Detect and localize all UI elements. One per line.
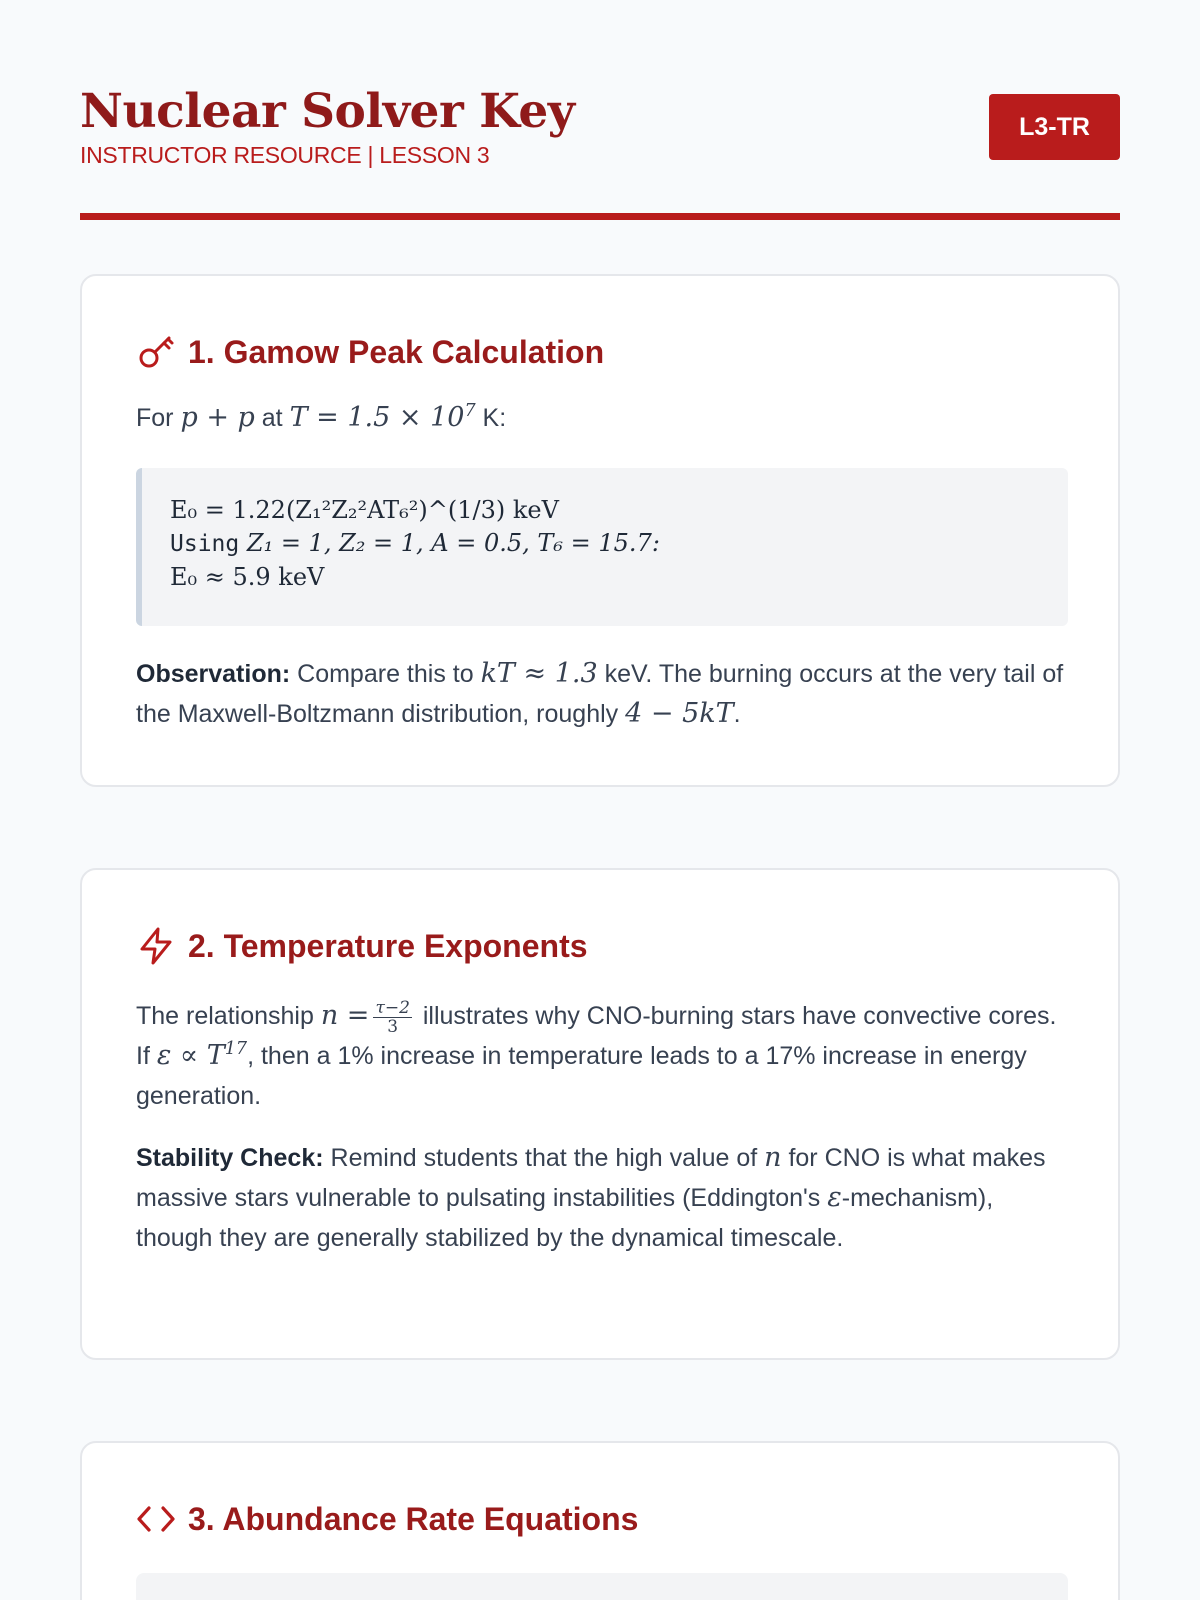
document-header <box>80 84 1120 220</box>
lightning-icon <box>136 926 176 966</box>
stability-label: Stability Check: <box>136 1144 324 1172</box>
code-icon <box>136 1499 176 1539</box>
lead-math-temperature-base: T = 1.5 × 10 <box>289 402 465 433</box>
relationship-math-n: n = <box>320 1000 370 1031</box>
observation-text-2: keV. The burning occurs at the very tail of the Maxwell-Boltzmann distribution, roughly <box>136 660 1064 728</box>
fraction-denominator: 3 <box>387 1016 399 1037</box>
relationship-text-1: The relationship <box>136 1002 321 1030</box>
gamow-observation <box>136 654 1064 734</box>
epsilon-exponent: 17 <box>224 1039 248 1059</box>
relationship-fraction <box>373 999 411 1036</box>
document-subtitle: INSTRUCTOR RESOURCE | LESSON 3 <box>80 142 490 168</box>
stability-check <box>136 1138 1064 1258</box>
lesson-code-badge: L3-TR <box>989 94 1120 160</box>
abundance-equations-block <box>136 1573 1068 1600</box>
observation-math-1: kT ≈ 1.3 <box>480 658 598 689</box>
epsilon-proportional: ε ∝ T <box>156 1040 225 1071</box>
observation-math-2: 4 − 5kT <box>625 698 734 729</box>
fraction-numerator: τ−2 <box>375 997 410 1018</box>
section-gamow-peak <box>80 274 1120 787</box>
stability-math-epsilon: ε <box>827 1182 842 1213</box>
key-icon <box>136 332 176 372</box>
observation-label: Observation: <box>136 660 291 688</box>
gamow-lead-text <box>136 398 1064 438</box>
observation-text-1: Compare this to <box>290 660 481 688</box>
stability-math-n: n <box>764 1142 782 1173</box>
stability-text-3: -mechanism), though they are generally stabilized by the dynamical timescale. <box>136 1184 994 1252</box>
formula-line-3: E₀ ≈ 5.9 keV <box>170 563 325 591</box>
relationship-math-epsilon <box>157 1040 247 1071</box>
section-abundance-rate <box>80 1441 1120 1600</box>
section-heading <box>136 332 1064 372</box>
formula-line-2 <box>170 527 1040 561</box>
formula-line-2-label: Using <box>170 531 240 557</box>
relationship-text-2: illustrates why CNO-burning stars have convective cores. If <box>136 1002 1057 1070</box>
lead-math-temperature-exp: 7 <box>464 401 476 421</box>
observation-text-3: . <box>733 700 741 728</box>
section-heading <box>136 926 1064 966</box>
lead-prefix: For <box>136 404 181 432</box>
header-divider <box>80 213 1120 220</box>
section-heading-text: 3. Abundance Rate Equations <box>188 1500 639 1537</box>
section-temperature-exponents <box>80 868 1120 1360</box>
formula-line-1: E₀ = 1.22(Z₁²Z₂²AT₆²)^(1/3) keV <box>170 496 559 524</box>
stability-text-2: for CNO is what makes massive stars vulnerable to pulsating instabilities (Eddington's <box>136 1144 1046 1212</box>
lead-math-reaction: p + p <box>180 402 255 433</box>
lead-mid: at <box>254 404 290 432</box>
relationship-text-3: , then a 1% increase in temperature leads to a 17% increase in energy generation. <box>136 1042 1027 1110</box>
document-title: Nuclear Solver Key <box>80 84 575 139</box>
lead-math-temperature <box>290 402 476 433</box>
temperature-exponent-text <box>136 996 1064 1116</box>
section-heading-text: 2. Temperature Exponents <box>188 927 588 964</box>
section-heading <box>136 1499 1064 1539</box>
section-heading-text: 1. Gamow Peak Calculation <box>188 333 605 370</box>
stability-text-1: Remind students that the high value of <box>323 1144 765 1172</box>
gamow-formula-block <box>136 468 1068 626</box>
lead-suffix: K: <box>475 404 507 432</box>
formula-line-2-math: Z₁ = 1, Z₂ = 1, A = 0.5, T₆ = 15.7: <box>246 529 660 557</box>
